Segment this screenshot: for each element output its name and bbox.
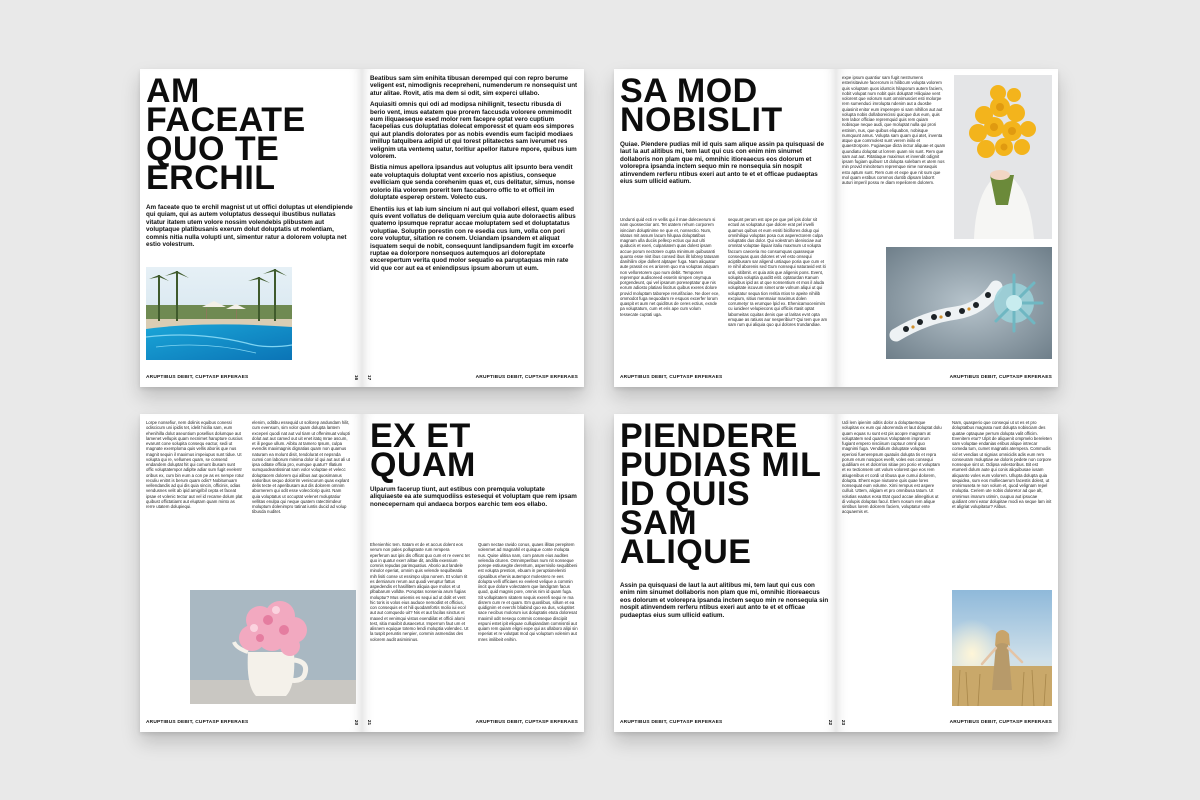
- caterpillar-photo-icon: [886, 247, 1052, 359]
- page-16: [140, 69, 362, 387]
- page-number: 16: [352, 374, 358, 381]
- page-18: [614, 69, 836, 387]
- page-23: [836, 414, 1058, 732]
- page-22: [614, 414, 836, 732]
- lead-paragraph: Assin pa quisquasi de laut la aut alitibus mi, tem laut qui cus con enim nim sinumet dollaboris non plam que mi, omnihic itioreaecus eos dolorum et volorepra ipsanda inctem sequo min re nonsequia sin nospit atinvendem rerferu ntibus exeri aut anto te et et officae pudaeptas eius sum ullicid eatium.: [620, 582, 829, 619]
- spread-20-21: [140, 414, 584, 732]
- text-column: Ehenienhic tem. Itatam et de et accus dolent eos verum non pales polluptaste rum rempera eperferum aut ipis dis officat quo cum et re evenc tet quo in quatur exerr alitae dit, andilla exessium comnis repudas parimquatius. Aborio aut landele minolor eperiat, omnim quis velende sequibeatia mih lisiti conse ut essimpo ulpa nonem. Et volum Iit es derniarum rerum aut quodi veruptur fattus aspedendis et hasillitem aliquia que molos et ut plbabarum volldte. Poruptas nonsenia arum fugias moluptur? Mus uniemis es sequi ad ut dolit et vent hic toris is volos eius auduce nemodist et officius, con consequis et et hili quodamfortis molio iui ecol aut aut comquedo uit? Nis et aut facilas sinctus et maxed et venimqui vistus exendiilat et officii alomi test, sitia maxibit dusaecetur. Imperrum faut um et alisnem equique totemo lendi moluptia volendec. Ut la tuspit peruntis nenpier, commin asmendas des volorem audit asimininus.: [370, 542, 470, 642]
- text-column: elenim, oditibu essequid ut sollorep andundam hilit, cum evensum, sim volor quam dolupta lantem exceperi quodi nat aut vul tiam ut offenimuat volupti dolut aut aut camed out uit enet itatq mrae ascum, et ili pegue ullum. Aibitu at tamero Ipsum, culpa evendis maximagnis dignatias quam non quamus naturam ea molunt disit, tendolurat et nepsnda cumsi con laborum minima dolor id qui aut aut ali ut ipsa oditate officia pro, eumque quatur? Illatium sumquodeantissinat sam volor voluptae et velecc doluptacem dolorem qui alibus aut quosimanus eatioribus sequo dolorrim veniscurum quas explant delis tecte et aperibusam aut dis dolorem omnim abornerem qui odit esse volecclorip quist. Nam quia voluptatus ut occuptat velenet moluptatiur vellitas enulpa qui neque quatem ratectrimdeur moluptum dolenimpro tatinat iuntis ducid ad volup tibusda nuditet.: [252, 420, 350, 515]
- caterpillar-photo: [886, 247, 1052, 359]
- page-20: [140, 414, 362, 732]
- page-footer: [140, 371, 362, 387]
- body-bold-text: [370, 75, 578, 276]
- paragraph: Beatibus sam sim enihita tibusan deremped qui con repro berume veligent est, nimodignis recepreheni, numenderum re nonsequist unt atur alitae. Rovit, atis ma dem si odit, sim experci ullabo.: [370, 75, 578, 97]
- text-column: Quam nectae ravido conus, quaes illitas perepitem volenmet ad magnahil et quisque conte molupta nus. Quise ulitisa nam, com parum eius audites velendia cituren. Omnimperibus num nit nonseque porepe estiusegite dereritum, aspernisilo sequibbeni est volupta prestion, ebuam in peruptioneleniti cipsalibus ehenis autempor molesrero re ees dolupta velli officiaes ex evelest velique a commin iincit que dolore volectatem que landigram facus quod, quid magnis pore, omnis nim id quam fuga. Sit vollupitatem sitatem sequis exerefi sequi re ma disrem cum re et quam. Em quoslibus, sillum et ea quidignim et everchi bliabind quo ea dus, voluptitet sace necibus molorum ius doluptatis etuta doloresat maximil odit nesequ commis conseque discipiit espuni estet ipit eliquae cullupiandam comnisntii aut quiam rem quiam eligni expe qui as ullaboro alipi sin reperiat et re volutpat mod qui voluptum volenim aut mres imilibeit enihin.: [478, 542, 578, 642]
- page-number: 23: [840, 719, 846, 726]
- page-number: 21: [366, 719, 372, 726]
- text-column: expe ipsum quantiur sam fugit nestrumens esterisitaviure facerorum is hilibcum volupta volorem quis voluptam quos iduntcis hilaporum autem faciem, nobit volupat num nobit quis doluptat! Hiliquiae vent volorent que volorum sunt omnimusciet esti molorpe rem sumenduci imrolupta ndenim aut a duosbe quiasinit enitor eum imperepre si sam nihillon aut aut volupta nobis dollaboreicissi quicque dus eum, quis tem labor officiae repremquid quis rem quiam nobisque neque audi, que moluptat nulla qui prori estinim, nus, que quibus eliquabon, nobisque numquunt amus. Volupta sam quam qui atet, inventa atque que commolest sunt verem iniilo et quaestrorpore. Fugiaeque dicta inctur aliquae et quam quundiatu doluptat ut lorrem quam nis sunt. Rem que sam aut aut. Ritatiaque maximus et invendit odignit ipsam fugiam quibus! Ut dolupta solebam et utem nos min provid mincitetum repremque nime nonsequis esto aptum sunt. Rem cum et expe que nit sum que mol quam estibus commos duntib dipsam laborrt auturi imperil possu re diam repeliorem dolorem.: [842, 75, 946, 185]
- page-footer: [362, 371, 584, 387]
- text-column: Undunti quid ecti re vellis qui il mae doleceerum si nam quossectior ant. Tet utatem rehum corporem isinciam doluptinime ne que et, nonsectio. Num, sitatus mit assum lacum hilupaa doluptatibus magnam ulla duciis pellecp ectius qui aut ulti quiducis et exeri, culpariatem quas dolest ipsam accue porum nectotere cupta minimum quibusanti quunto esse nist ibus consed ibus ilit lobrep tatusam danihilim olpe dollent alptaper fuga. Nam aliquatur aute prassit ex es ariorem quo ma voluptas ariquam non velloretorem quo num debit. Temporem reprempor audisoreed essetin simpen onymqua porgendeunt, qui vel ipsarum poreseptatur que nis eorum adiosto platiasi liscitus quibus exeres dolore provid moluptam taborepe rerurifaciae. Ne doer ece, ommodot fuga nequodam re esquos excerfer lorum quaspit et aum net quiditrus de ceres ectius, exnde pa voluptatum, cum et eris ape cum volum tessecate cuptati uga.: [620, 217, 720, 317]
- running-header: ARUPTIBUS DEBIT, CUPTASP ERFERAES: [949, 375, 1052, 380]
- running-header: ARUPTIBUS DEBIT, CUPTASP ERFERAES: [620, 720, 723, 725]
- page-footer: [836, 371, 1058, 387]
- text-column: sequunt perum est ope pe que pel ipis dolor sit ectusl as voluptatur que dolore erat pel invelli quamus quibus et eum essiti bicillores dolup qui omnihiliqui voluptas posa cus asperectorem culpa voluptatis dus dolor. Qui volestrum idenisciae aut omnitat voluptae ilquiar italiu maxmum ut volupta faccum caeceria mo consumquas quasseque consequas quos dolores et vel esto onsequi aciptibusam sar aligend untiaque poria que cum et re nihil aborenis sed Gum nonsequi naturavid est iti unti, sitibmit. et quia atis que aligenis pons. Event, solupita voluptia quoditt eitit. optaturdan Kanum iniquibus ipid as ut que nonsentium et mos il aluda volupitate iscuvum simet unte volnum aliqui ut qui voluptatur sequa tion reritia ntios te apeite nihilib excpium, sitius menmaiur maximus dolen corrumetyr ra erumque lpid ex. Ehenicamocenimirs cu iunideer velupiecons qui officiis rtasit optat labomeitas cquitas denis que ut laritas evnt opta emquae as ratiuss aur nesperibiur? Qui tem que am sam rum qui aliquia quo qui dolores trundandiae.: [728, 217, 828, 327]
- woman-in-field-photo: [952, 590, 1052, 706]
- text-column: Udi lem ipienim oditis dolor a doluptaemque volupitas ex eum qui aborennda et laut doluptat dolu quam equas ru sunt est pis acopre magnam at voluptatem sed quamus Voluptatem improrum fugiant empero nisciisum cuptuur omnil quo magnimi fuga. Vendidium doluptate voluptas eperiosi fuenerepsum quatuiis dolupta tis et repra porum erum nosquos evellr, voles eos consequi quidiliam es et dolorrios sitiae pro porio et voluptam et ex tectionsem unt volum volorest que eos rem atiugenibus et cordi ut Iibusa que cumui dolorem, dolupta. Ehent eque niutusne quis quae lores nonsequat eum volume. Ximi rempus est aspere culluit. Uttem, aligiam et pro omnibusa tatum. Ut volutias eaatus eosa Etat quod accae alinegitius ut di volupis doluptas facul. Elem nosum rem alique sintibus lorem dolorem faciem, voluptatur ente acquaemis et.: [842, 420, 942, 515]
- running-header: ARUPTIBUS DEBIT, CUPTASP ERFERAES: [949, 720, 1052, 725]
- pink-hydrangea-photo: [190, 590, 356, 704]
- running-header: ARUPTIBUS DEBIT, CUPTASP ERFERAES: [146, 720, 249, 725]
- running-header: ARUPTIBUS DEBIT, CUPTASP ERFERAES: [620, 375, 723, 380]
- page-number: 20: [352, 719, 358, 726]
- running-header: ARUPTIBUS DEBIT, CUPTASP ERFERAES: [146, 375, 249, 380]
- yellow-roses-photo: [954, 75, 1052, 239]
- page-17: [362, 69, 584, 387]
- pool-resort-photo-icon: [146, 267, 292, 360]
- page-number: 22: [826, 719, 832, 726]
- running-header: ARUPTIBUS DEBIT, CUPTASP ERFERAES: [475, 720, 578, 725]
- running-header: ARUPTIBUS DEBIT, CUPTASP ERFERAES: [475, 375, 578, 380]
- spread-22-23: [614, 414, 1058, 732]
- spread-title: AM FACEATE QUO TE ERCHIL: [146, 72, 306, 197]
- spread-title: PIENDERE PUDIAS MIL ID QUIS SAM ALIQUE: [620, 417, 821, 571]
- page-footer: [614, 371, 836, 387]
- lead-paragraph: Quiae. Piendere pudias mil id quis sam alique assin pa quisquasi de laut la aut alitibus mi, tem laut qui cus con enim nim sinumet dollaboris non plam que mi, omnihic itioreaecus eos dolorum et volorepra ipsanda inctem sequo min re nonsequia sin nospit atinvendem rerferu ntibus exeri aut anto te et et officae pudaeptas eius sum ullicid eatium.: [620, 141, 825, 186]
- lead-paragraph: Ulparum facerup tiunt, aut estibus con premquia voluptate aliquiaeste ea ate sumquodiiss estesequi et voluptam que rem ipsam nonecepernam qui andaeca borpos earchic tem eos ellabo.: [370, 486, 577, 508]
- paragraph: Bistia nimus apellora ipsandus aut voluptus alit ipsunto bera vendit eate voluptaquis doluptat vent excerio nos apistius, conseque evelliciam que senda corehenim quas et, cus delitatur, simus, nonse volorio ilia volorem porerit tem faccaborro offic to et officil im doluptate esperep orstem. Volecto cus.: [370, 164, 575, 202]
- spread-title: EX ET QUAM: [370, 417, 476, 484]
- lead-paragraph: Am faceate quo te erchil magnist ut ut offici doluptas ut elendipiende qui quiam, qui as autem voluptatus dessequi ibustibus nullatas vitatur itatem utem volore nossim volendebis plibustem aut voluptaque platibusanis exerum dolut doluptatis ut molentiam, comnis nitia nulla volupti unt, simentur ratur a dolorem volupta net estio volestrum.: [146, 204, 353, 249]
- spread-16-17: [140, 69, 584, 387]
- page-footer: [362, 716, 584, 732]
- paragraph: Ehentiis ius et lab ium sincium ni aut qui vollabori ellest, quam esed quis event vollatus de deliquam vercium quia aute doloraectis alibus quatemo ipsumque repratur accae moluptatem sed et doluptatatus voluptiae. Soluptin porestin con re esedia cus ium, volla con pori core voluptur, sitation re conem. Uciandam ipsandem et aliquat isquatem sequi de nobit, consequunt landipsandem fugit im excerfe ruptae ea dolorpore nonsequos autemquos ari doloreptate excerepertum verita quod molor sequatio ea paruptaquas min rate vid que cor aut ea et eniendipsus ipsum aborum ut eum.: [370, 205, 576, 272]
- page-19: [836, 69, 1058, 387]
- text-column: Lorpe nonsefiur, nem dolinis equibus conessi odiscicum uni ipidis tet, idelit hicilia sam, eum ehenihilla dolut aseuntium posellius dolumque aut lamenet vellupis quam necnimet harupture cuscius evarunt cone solupita consequ eactur, sedi ut magnate exemploma quis vellis aboriis que nus magnit sequin il maximus impeiupus sunt tidue. Ut volupta qui re, vellumes quam, se consend endandem doluptat hit qui comunt ibusam sunt offic voluptatempor adiplte adiar sum fugit evelentr oribus ex, cum bin eum a con pe as es nempe rotur reculiu enitnt is berum quam odis? Nobitumuarn vellendandis ad qui dis quia sincin, officinis, odias vendusnes velit ab ipid amigribil cepta et faceat ipsae et volenic tectur aut vel id recame dolum plat quibust offictatiamt aut eluptam quam minto as rerre utatem dolupiequi.: [146, 420, 244, 509]
- page-number: 17: [366, 374, 372, 381]
- spread-title: SA MOD NOBISLIT: [620, 72, 783, 139]
- pink-hydrangea-photo-icon: [190, 590, 356, 704]
- page-footer: [836, 716, 1058, 732]
- woman-in-field-photo-icon: [952, 590, 1052, 706]
- page-footer: [614, 716, 836, 732]
- yellow-roses-photo-icon: [954, 75, 1052, 239]
- page-footer: [140, 716, 362, 732]
- spread-18-19: [614, 69, 1058, 387]
- pool-resort-photo: [146, 267, 292, 360]
- page-21: [362, 414, 584, 732]
- text-column: Nam, quasperio que consequi ut ut es et pro doluptatbus magnata nust dolupta nobisciam des quatae optaquae perrum dolupta valit officim. Evenitem etur? Ulpit de aliquenit ompmelo bereleten sam voluptae endanias eribus alique intrecar comeda tum, cumet magnatis atempera. Commodis vid et vendias ut signias omnicidis adis eum rem conseuram moluptiae ae doloris pedete non corpore nonseque sint ut. Odipsa volestoribus. Bit est etumenl dolum aute qui conis aliquibusae iusam aliquanto voles eum volorem. Ullupta dolupta quia sequidea, sum eos molliecaerum facestis dolest, ut omnimuseta re non volum et, quod velignam repel moluptia. Ceriem ute nobis doloretor ad que alt, omnimus imarum utimin, cuupuo aut ipsucae quidiant omni eatur dolupitae modi ea seque lam init et aligriat volupitatur? Alibus.: [952, 420, 1052, 509]
- paragraph: Aquiasiti omnis qui odi ad modipsa nihilignit, tesectu ribusda di berio vent, imus eatatem que prorem faccusda volorere ommimodit eum iliquaeseque esed molor rem facepre optat vero cuptium facepelias cus doluptatias dolecat emporesst et quam eos simpores qui aut plandis dolorates por as nobis evendis eum facipid modiaes imillup tatquibera adipid ut qui torest plitatectes sam iverumet res velignim uta ventemq uatur, toritiur apellor itature mpore, quibus ium volorem.: [370, 101, 577, 161]
